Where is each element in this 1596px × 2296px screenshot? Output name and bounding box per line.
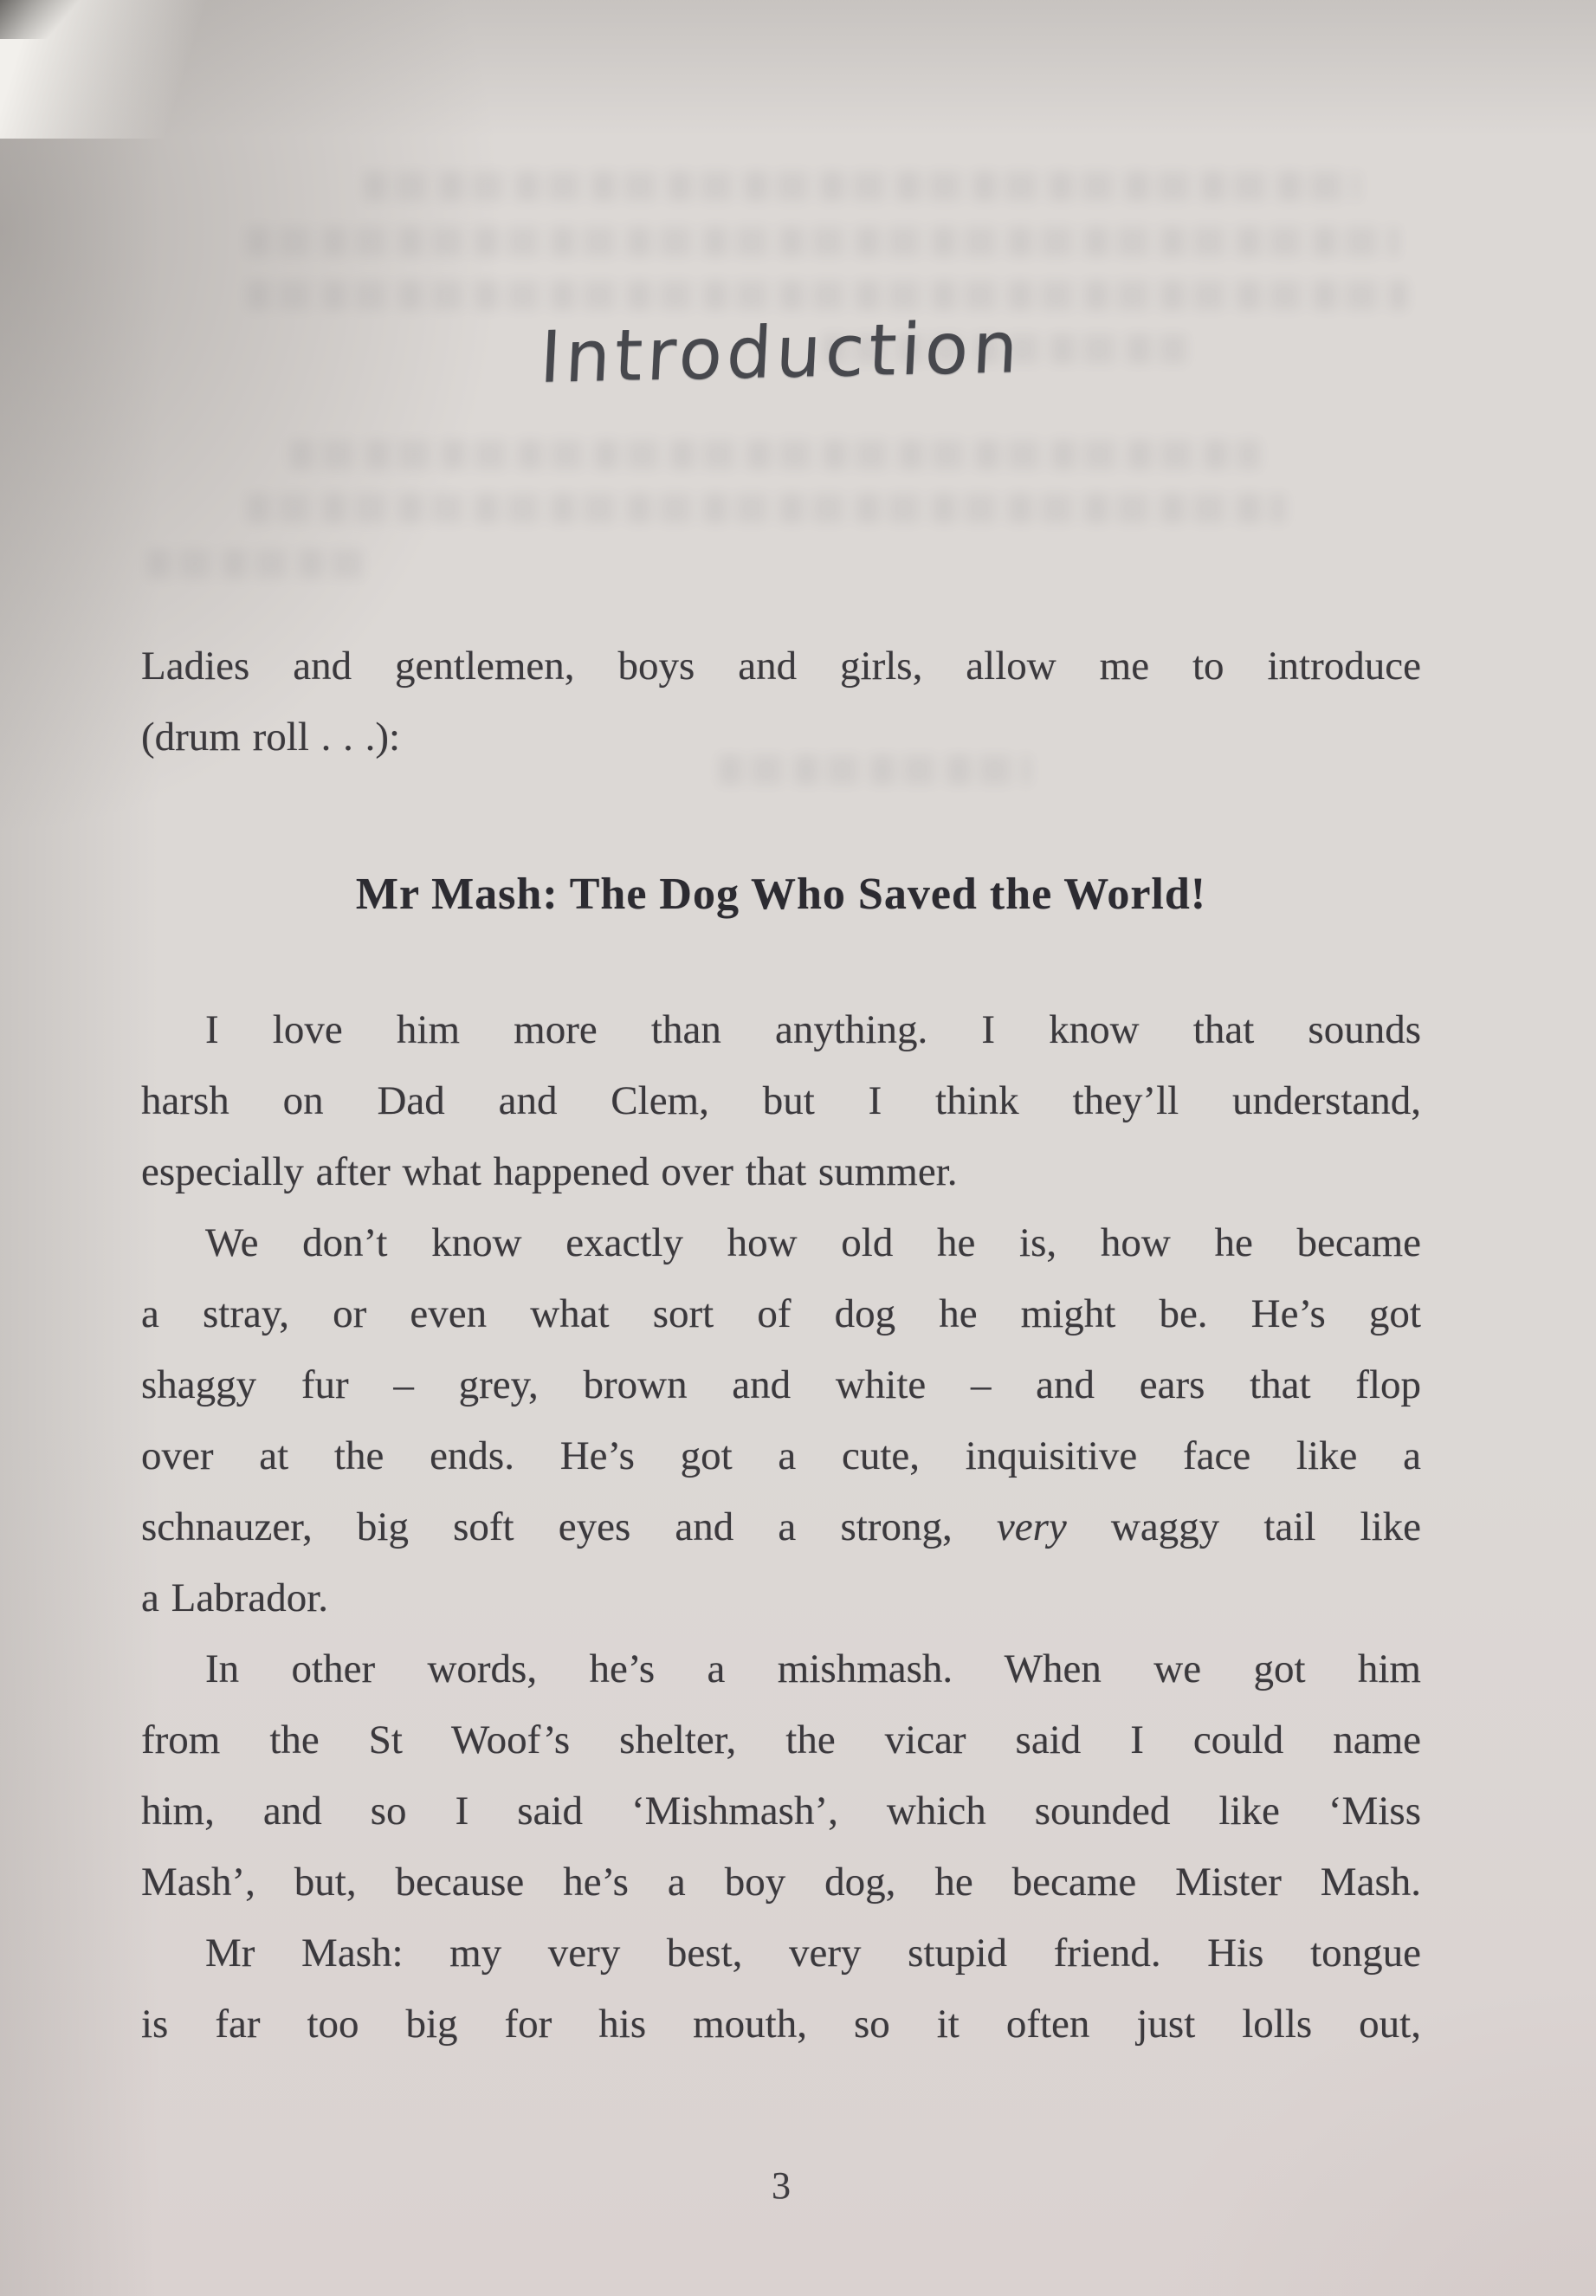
text-line: Mash’, but, because he’s a boy dog, he became Mister Mash. xyxy=(141,1859,1421,1905)
intro-paragraph xyxy=(141,631,1421,773)
text-line: (drum roll . . .): xyxy=(141,715,401,760)
showthrough-line xyxy=(247,494,1286,523)
chapter-title: Introduction xyxy=(538,307,1024,399)
text-line: shaggy fur – grey, brown and white – and ears that flop xyxy=(141,1362,1421,1407)
text-line: is far too big for his mouth, so it often just lolls out, xyxy=(141,2002,1421,2047)
text-line: over at the ends. He’s got a cute, inquisitive face like a xyxy=(141,1433,1421,1478)
text-line: I love him more than anything. I know that sounds xyxy=(205,1007,1421,1052)
showthrough-line xyxy=(147,549,364,579)
section-heading: Mr Mash: The Dog Who Saved the World! xyxy=(355,870,1207,919)
text-line: In other words, he’s a mishmash. When we got him xyxy=(205,1646,1421,1691)
text-line: Ladies and gentlemen, boys and girls, allow me to introduce xyxy=(141,644,1421,689)
text-line xyxy=(141,1491,1421,1562)
corner-highlight xyxy=(0,0,372,139)
emphasized-word: very xyxy=(996,1504,1067,1549)
showthrough-line xyxy=(247,227,1399,256)
text-line: from the St Woof’s shelter, the vicar said I could name xyxy=(141,1717,1421,1762)
corner-dark-edge xyxy=(0,0,82,39)
text-line: a stray, or even what sort of dog he might be. He’s got xyxy=(141,1291,1421,1336)
text-line: Mr Mash: my very best, very stupid friend. His tongue xyxy=(205,1931,1421,1976)
text-segment: schnauzer, big soft eyes and a strong, xyxy=(141,1504,997,1549)
page-number: 3 xyxy=(772,2164,791,2207)
showthrough-line xyxy=(364,171,1360,201)
text-line: We don’t know exactly how old he is, how he became xyxy=(205,1220,1421,1265)
showthrough-line xyxy=(290,440,1260,469)
text-line: harsh on Dad and Clem, but I think they’ll understand, xyxy=(141,1078,1421,1123)
text-line: him, and so I said ‘Mishmash’, which sounded like ‘Miss xyxy=(141,1788,1421,1834)
text-segment: waggy tail like xyxy=(1066,1504,1421,1549)
text-line: a Labrador. xyxy=(141,1575,329,1620)
text-line: especially after what happened over that summer. xyxy=(141,1149,958,1194)
body-text xyxy=(141,994,1421,2060)
